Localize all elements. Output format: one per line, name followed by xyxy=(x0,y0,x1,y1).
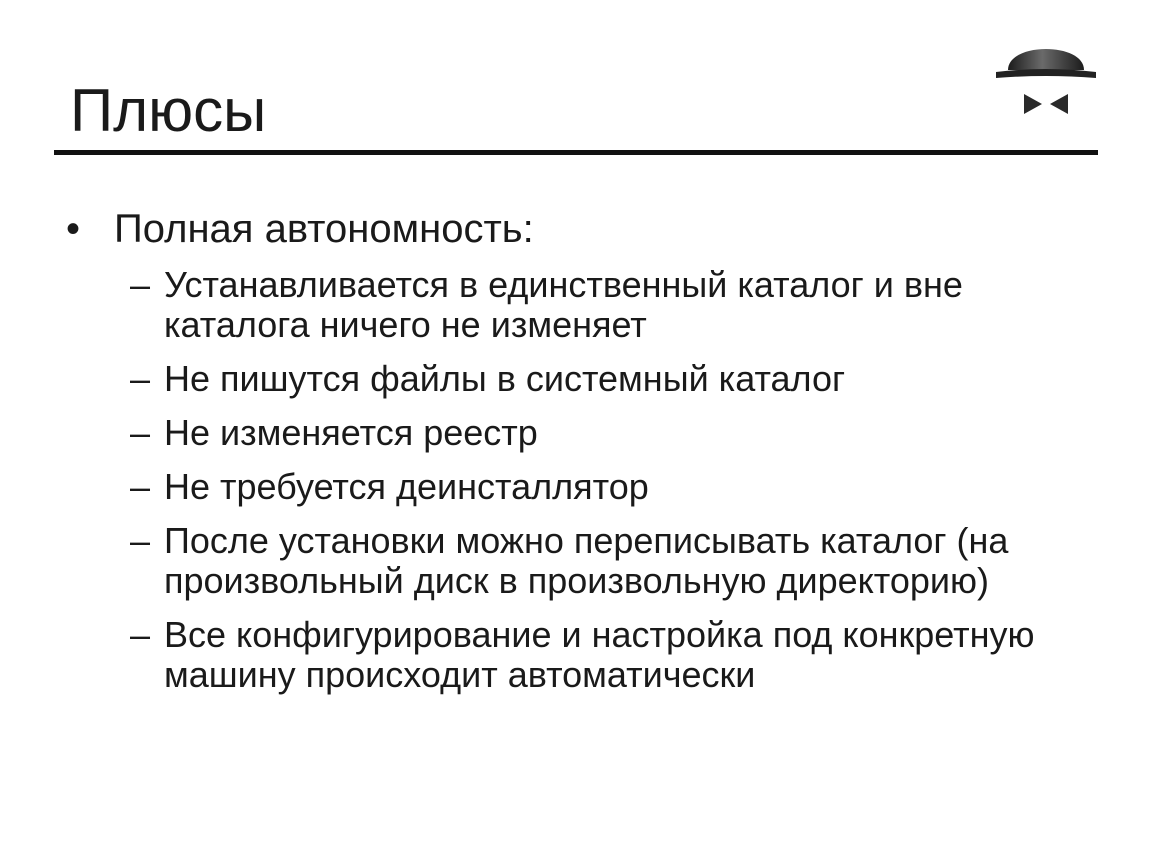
sub-item-text: После установки можно переписывать каталог (на произвольный диск в произвольную директорию) xyxy=(164,520,1009,601)
dash-marker: – xyxy=(130,264,151,305)
dash-marker: – xyxy=(130,520,151,561)
slide-content xyxy=(66,203,1126,709)
dash-marker: – xyxy=(130,412,151,453)
sub-item xyxy=(130,467,1126,507)
bullet-text: Полная автономность: xyxy=(114,207,534,251)
title-divider xyxy=(54,150,1098,155)
sub-item-text: Устанавливается в единственный каталог и вне каталога ничего не изменяет xyxy=(164,264,963,345)
sub-item-text: Не изменяется реестр xyxy=(164,412,538,453)
dash-marker: – xyxy=(130,614,151,655)
bowler-hat-bowtie-icon xyxy=(994,32,1098,128)
slide-title: Плюсы xyxy=(70,77,267,144)
sub-item xyxy=(130,265,1126,345)
sub-item xyxy=(130,615,1126,695)
sub-item-text: Не пишутся файлы в системный каталог xyxy=(164,358,846,399)
sub-item xyxy=(130,413,1126,453)
dash-marker: – xyxy=(130,466,151,507)
sub-item-text: Не требуется деинсталлятор xyxy=(164,466,649,507)
sub-item xyxy=(130,359,1126,399)
sub-item-text: Все конфигурирование и настройка под конкретную машину происходит автоматически xyxy=(164,614,1035,695)
dash-marker: – xyxy=(130,358,151,399)
sub-item xyxy=(130,521,1126,601)
sub-list xyxy=(66,265,1126,695)
bullet-item xyxy=(66,203,1126,255)
bullet-marker: • xyxy=(66,207,81,251)
